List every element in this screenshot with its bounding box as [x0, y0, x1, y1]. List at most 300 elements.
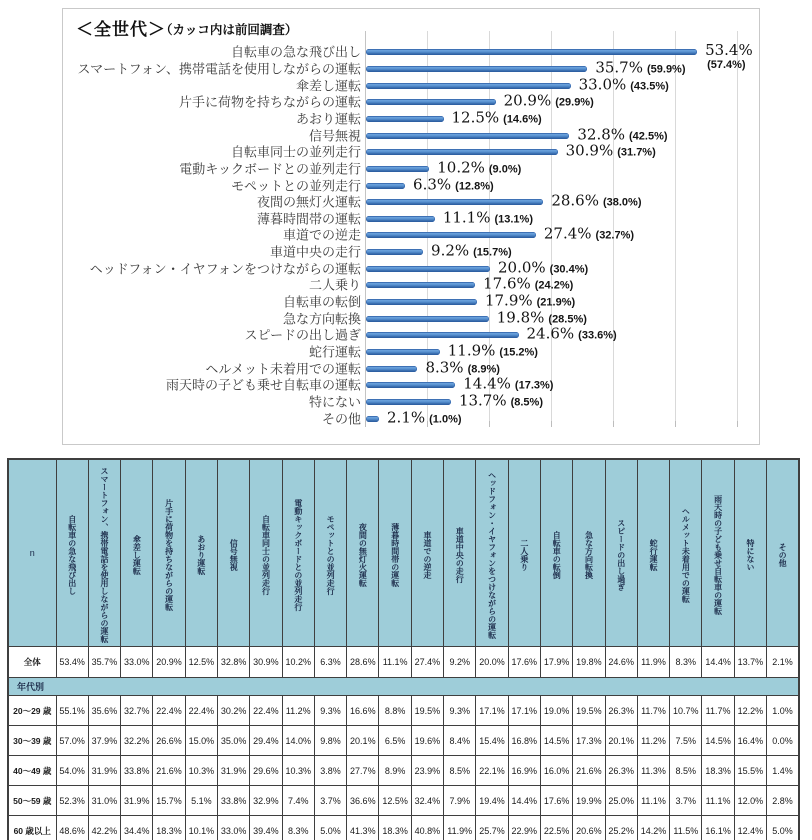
- value-label: [387, 410, 462, 427]
- bar: [366, 332, 519, 338]
- category-label: ヘッドフォン・イヤフォンをつけながらの運転: [89, 262, 361, 278]
- value-label: [503, 91, 594, 111]
- value-cell: 36.6%: [347, 786, 379, 816]
- value-cell: 32.2%: [121, 726, 153, 756]
- value-cell: 23.9%: [411, 756, 443, 786]
- category-label: 急な方向転換: [282, 312, 361, 328]
- value-cell: 41.3%: [347, 816, 379, 840]
- value-cell: 42.2%: [88, 816, 120, 840]
- value-cell: 16.6%: [347, 696, 379, 726]
- column-header: [379, 459, 411, 647]
- value-cell: 2.8%: [767, 786, 799, 816]
- value-cell: 14.2%: [637, 816, 669, 840]
- results-table: [7, 458, 800, 840]
- column-header-text: その他: [778, 543, 788, 567]
- value-cell: 1.0%: [767, 696, 799, 726]
- axis-line: [365, 31, 366, 421]
- value-cell: 22.1%: [476, 756, 508, 786]
- corner-cell: n: [8, 459, 56, 647]
- column-header-text: 自転車の急な飛び出し: [67, 515, 77, 595]
- column-header: [411, 459, 443, 647]
- column-header-text: 片手に荷物を持ちながらの運転: [164, 499, 174, 611]
- column-header-text: ヘッドフォン・イヤフォンをつけながらの運転: [487, 471, 497, 639]
- gridline: [675, 31, 676, 421]
- previous-value: (15.2%): [499, 346, 538, 359]
- current-value: 20.9%: [503, 91, 552, 110]
- value-cell: 15.5%: [734, 756, 766, 786]
- column-header-text: スピードの出し過ぎ: [616, 519, 626, 591]
- value-cell: 22.9%: [508, 816, 540, 840]
- category-label: 信号無視: [308, 129, 361, 145]
- current-value: 30.9%: [565, 141, 614, 160]
- category-label: 二人乗り: [308, 278, 361, 294]
- column-header: [540, 459, 572, 647]
- value-cell: 22.5%: [540, 816, 572, 840]
- value-cell: 15.0%: [185, 726, 217, 756]
- current-value: 9.2%: [431, 241, 470, 260]
- bar: [366, 399, 451, 405]
- previous-value: (43.5%): [630, 80, 669, 93]
- bar: [366, 66, 587, 72]
- chart-note: （カッコ内は前回調査）: [160, 23, 298, 37]
- value-cell: 9.8%: [314, 726, 346, 756]
- value-cell: 28.6%: [347, 647, 379, 678]
- category-label: 特にない: [308, 395, 361, 411]
- column-header-text: 急な方向転換: [584, 531, 594, 579]
- column-header-text: 自転車同士の並列走行: [261, 515, 271, 595]
- value-cell: 57.0%: [56, 726, 88, 756]
- value-cell: 11.3%: [637, 756, 669, 786]
- bar: [366, 116, 444, 122]
- value-cell: 26.3%: [605, 756, 637, 786]
- value-cell: 34.4%: [121, 816, 153, 840]
- column-header-text: 自転車の転倒: [552, 531, 562, 579]
- axis-tick: [675, 421, 676, 427]
- value-cell: 55.1%: [56, 696, 88, 726]
- current-value: 20.0%: [498, 258, 546, 277]
- value-label: [543, 224, 635, 244]
- value-cell: 48.6%: [56, 816, 88, 840]
- value-cell: 21.6%: [153, 756, 185, 786]
- bar: [366, 316, 489, 322]
- value-cell: 19.9%: [573, 786, 605, 816]
- column-header: [702, 459, 734, 647]
- value-cell: 20.1%: [605, 726, 637, 756]
- category-label: 雨天時の子ども乗せ自転車の運転: [165, 378, 361, 394]
- current-value: 19.8%: [496, 308, 545, 327]
- value-cell: 11.1%: [637, 786, 669, 816]
- value-cell: 19.4%: [476, 786, 508, 816]
- previous-value: (17.3%): [514, 379, 554, 392]
- value-cell: 8.5%: [670, 756, 702, 786]
- bar: [366, 133, 569, 139]
- bar: [366, 149, 558, 155]
- value-cell: 32.4%: [411, 786, 443, 816]
- column-header: [56, 459, 88, 647]
- value-cell: 17.6%: [508, 647, 540, 678]
- value-cell: 6.3%: [314, 647, 346, 678]
- value-cell: 8.5%: [444, 756, 476, 786]
- value-cell: 52.3%: [56, 786, 88, 816]
- value-label: [551, 191, 642, 211]
- category-label: 車道での逆走: [282, 229, 361, 245]
- bar: [366, 183, 405, 189]
- value-cell: 3.7%: [670, 786, 702, 816]
- category-label: 蛇行運転: [308, 345, 361, 361]
- chart-title: ＜全世代＞: [76, 20, 166, 39]
- value-cell: 16.4%: [734, 726, 766, 756]
- value-cell: 9.3%: [314, 696, 346, 726]
- value-cell: 53.4%: [56, 647, 88, 678]
- bar: [366, 216, 435, 222]
- value-cell: 22.4%: [185, 696, 217, 726]
- value-cell: 8.4%: [444, 726, 476, 756]
- axis-tick: [551, 421, 552, 427]
- column-header: [573, 459, 605, 647]
- previous-value: (57.4%): [707, 59, 746, 71]
- total-row: [8, 647, 799, 678]
- value-cell: 25.2%: [605, 816, 637, 840]
- current-value: 32.8%: [577, 125, 626, 144]
- column-header: [508, 459, 540, 647]
- current-value: 10.2%: [437, 158, 485, 177]
- value-cell: 19.6%: [411, 726, 443, 756]
- value-cell: 8.3%: [670, 647, 702, 678]
- axis-tick: [489, 421, 490, 427]
- value-cell: 12.5%: [379, 786, 411, 816]
- category-label: その他: [321, 412, 361, 428]
- category-label: 車道中央の走行: [269, 245, 361, 261]
- value-cell: 3.8%: [314, 756, 346, 786]
- value-cell: 26.6%: [153, 726, 185, 756]
- value-cell: 30.9%: [250, 647, 282, 678]
- value-cell: 33.0%: [217, 816, 249, 840]
- value-cell: 16.8%: [508, 726, 540, 756]
- value-cell: 10.3%: [282, 756, 314, 786]
- row-header: 50～59 歳: [8, 786, 56, 816]
- value-label: [565, 141, 656, 161]
- bar: [366, 166, 429, 172]
- bar: [366, 349, 440, 355]
- value-cell: 7.9%: [444, 786, 476, 816]
- value-cell: 8.9%: [379, 756, 411, 786]
- axis-tick: [365, 421, 366, 427]
- value-cell: 30.2%: [217, 696, 249, 726]
- value-cell: 0.0%: [767, 726, 799, 756]
- age-row: [8, 726, 799, 756]
- column-header-text: 夜間の無灯火運転: [358, 523, 368, 587]
- column-header: [347, 459, 379, 647]
- value-cell: 39.4%: [250, 816, 282, 840]
- current-value: 14.4%: [463, 374, 511, 393]
- current-value: 11.9%: [447, 341, 496, 360]
- current-value: 11.1%: [442, 208, 491, 227]
- bar: [366, 382, 455, 388]
- value-label: [705, 43, 771, 73]
- axis-tick: [737, 421, 738, 427]
- current-value: 6.3%: [413, 175, 452, 194]
- current-value: 33.0%: [578, 75, 627, 94]
- category-label: 自転車の転倒: [282, 295, 361, 311]
- previous-value: (24.2%): [534, 279, 574, 292]
- category-label: スマートフォン、携帯電話を使用しながらの運転: [77, 62, 361, 78]
- value-cell: 17.1%: [508, 696, 540, 726]
- previous-value: (14.6%): [503, 113, 542, 126]
- previous-value: (30.4%): [549, 263, 589, 276]
- value-cell: 33.0%: [121, 647, 153, 678]
- column-header: [314, 459, 346, 647]
- column-header-text: 車道での逆走: [423, 531, 432, 579]
- value-cell: 17.1%: [476, 696, 508, 726]
- value-cell: 10.2%: [282, 647, 314, 678]
- value-cell: 18.3%: [379, 816, 411, 840]
- current-value: 17.6%: [483, 274, 531, 293]
- value-cell: 32.8%: [217, 647, 249, 678]
- current-value: 13.7%: [458, 391, 507, 410]
- value-cell: 33.8%: [121, 756, 153, 786]
- value-cell: 35.0%: [217, 726, 249, 756]
- value-cell: 19.5%: [573, 696, 605, 726]
- column-header-text: 信号無視: [229, 539, 239, 571]
- value-cell: 11.2%: [637, 726, 669, 756]
- bar-chart-section: [62, 8, 760, 445]
- value-cell: 15.7%: [153, 786, 185, 816]
- previous-value: (9.0%): [488, 163, 522, 176]
- category-label: 電動キックボードとの並列走行: [179, 162, 361, 178]
- value-cell: 29.6%: [250, 756, 282, 786]
- category-label: 薄暮時間帯の運転: [256, 212, 361, 228]
- value-cell: 20.9%: [153, 647, 185, 678]
- category-label: スピードの出し過ぎ: [244, 328, 361, 344]
- bar: [366, 266, 490, 272]
- value-cell: 3.7%: [314, 786, 346, 816]
- value-cell: 10.1%: [185, 816, 217, 840]
- column-header-text: 車道中央の走行: [455, 527, 465, 583]
- value-cell: 32.9%: [250, 786, 282, 816]
- value-cell: 9.3%: [444, 696, 476, 726]
- value-cell: 14.4%: [508, 786, 540, 816]
- gridline: [737, 31, 738, 421]
- value-cell: 14.4%: [702, 647, 734, 678]
- value-cell: 17.9%: [540, 647, 572, 678]
- value-cell: 22.4%: [153, 696, 185, 726]
- current-value: 8.3%: [425, 358, 464, 377]
- current-value: 27.4%: [543, 224, 592, 243]
- previous-value: (1.0%): [429, 413, 462, 426]
- value-cell: 11.2%: [282, 696, 314, 726]
- value-label: [413, 177, 494, 194]
- value-cell: 8.3%: [282, 816, 314, 840]
- current-value: 53.4%: [705, 41, 753, 59]
- value-cell: 25.7%: [476, 816, 508, 840]
- value-cell: 19.5%: [411, 696, 443, 726]
- value-cell: 24.6%: [605, 647, 637, 678]
- value-cell: 31.0%: [88, 786, 120, 816]
- previous-value: (42.5%): [629, 130, 668, 143]
- bar: [366, 299, 477, 305]
- value-cell: 10.7%: [670, 696, 702, 726]
- value-cell: 9.2%: [444, 647, 476, 678]
- value-cell: 21.6%: [573, 756, 605, 786]
- header-row: [8, 459, 799, 647]
- value-cell: 25.0%: [605, 786, 637, 816]
- current-value: 17.9%: [484, 291, 533, 310]
- category-label: 自転車の急な飛び出し: [230, 45, 361, 61]
- current-value: 35.7%: [595, 58, 643, 77]
- previous-value: (33.6%): [578, 329, 617, 342]
- column-header: [185, 459, 217, 647]
- column-header: [637, 459, 669, 647]
- value-cell: 2.1%: [767, 647, 799, 678]
- age-row: [8, 696, 799, 726]
- row-header: 30～39 歳: [8, 726, 56, 756]
- value-cell: 26.3%: [605, 696, 637, 726]
- value-cell: 22.4%: [250, 696, 282, 726]
- value-cell: 5.0%: [314, 816, 346, 840]
- value-cell: 14.5%: [702, 726, 734, 756]
- value-cell: 8.8%: [379, 696, 411, 726]
- previous-value: (21.9%): [536, 296, 576, 309]
- value-cell: 31.9%: [217, 756, 249, 786]
- value-cell: 7.4%: [282, 786, 314, 816]
- value-cell: 11.9%: [637, 647, 669, 678]
- previous-value: (8.5%): [510, 396, 543, 409]
- value-cell: 12.2%: [734, 696, 766, 726]
- value-cell: 37.9%: [88, 726, 120, 756]
- axis-tick: [613, 421, 614, 427]
- bar: [366, 83, 571, 89]
- value-cell: 7.5%: [670, 726, 702, 756]
- bar: [366, 282, 475, 288]
- column-header: [767, 459, 799, 647]
- column-header-text: 雨天時の子ども乗せ自転車の運転: [713, 495, 723, 615]
- previous-value: (59.9%): [646, 63, 686, 76]
- value-cell: 16.9%: [508, 756, 540, 786]
- value-cell: 11.9%: [444, 816, 476, 840]
- previous-value: (15.7%): [473, 246, 512, 259]
- age-row: [8, 786, 799, 816]
- previous-value: (8.9%): [467, 363, 500, 376]
- column-header: [605, 459, 637, 647]
- category-label: 夜間の無灯火運転: [256, 195, 361, 211]
- column-header: [121, 459, 153, 647]
- previous-value: (29.9%): [555, 96, 594, 109]
- value-cell: 15.4%: [476, 726, 508, 756]
- bar: [366, 99, 496, 105]
- section-row: [8, 678, 799, 696]
- column-header: [153, 459, 185, 647]
- value-label: [443, 210, 533, 227]
- value-cell: 1.4%: [767, 756, 799, 786]
- value-cell: 11.1%: [702, 786, 734, 816]
- category-label: 傘差し運転: [295, 79, 361, 95]
- bar: [366, 249, 423, 255]
- value-cell: 29.4%: [250, 726, 282, 756]
- value-cell: 31.9%: [88, 756, 120, 786]
- column-header-text: 二人乗り: [519, 539, 529, 571]
- column-header-text: 電動キックボードとの並列走行: [293, 499, 303, 611]
- value-cell: 14.5%: [540, 726, 572, 756]
- value-cell: 17.6%: [540, 786, 572, 816]
- column-header: [217, 459, 249, 647]
- value-cell: 6.5%: [379, 726, 411, 756]
- value-cell: 11.7%: [702, 696, 734, 726]
- value-label: [526, 324, 617, 344]
- value-cell: 20.1%: [347, 726, 379, 756]
- previous-value: (31.7%): [617, 146, 656, 159]
- value-cell: 5.1%: [185, 786, 217, 816]
- column-header-text: モペットとの並列走行: [326, 515, 336, 595]
- column-header: [734, 459, 766, 647]
- bar: [366, 199, 543, 205]
- column-header-text: スマートフォン、携帯電話を使用しながらの運転: [100, 467, 110, 643]
- age-row: [8, 756, 799, 786]
- value-cell: 10.3%: [185, 756, 217, 786]
- previous-value: (28.5%): [548, 313, 587, 326]
- column-header: [282, 459, 314, 647]
- value-cell: 35.7%: [88, 647, 120, 678]
- value-cell: 11.1%: [379, 647, 411, 678]
- column-header: [88, 459, 120, 647]
- current-value: 28.6%: [551, 191, 599, 210]
- value-cell: 18.3%: [702, 756, 734, 786]
- column-header-text: 傘差し運転: [132, 535, 142, 575]
- bar: [366, 416, 379, 422]
- category-label: ヘルメット未着用での運転: [205, 362, 361, 378]
- row-header: 全体: [8, 647, 56, 678]
- value-cell: 12.4%: [734, 816, 766, 840]
- previous-value: (12.8%): [455, 180, 494, 193]
- previous-value: (13.1%): [494, 213, 533, 226]
- value-cell: 12.0%: [734, 786, 766, 816]
- row-header: 40～49 歳: [8, 756, 56, 786]
- value-cell: 18.3%: [153, 816, 185, 840]
- value-cell: 11.5%: [670, 816, 702, 840]
- column-header-text: 蛇行運転: [649, 539, 659, 571]
- value-cell: 16.1%: [702, 816, 734, 840]
- category-label: 片手に荷物を持ちながらの運転: [178, 95, 361, 111]
- row-header: 20～29 歳: [8, 696, 56, 726]
- value-cell: 20.6%: [573, 816, 605, 840]
- previous-value: (38.0%): [602, 196, 642, 209]
- value-cell: 33.8%: [217, 786, 249, 816]
- previous-value: (32.7%): [595, 229, 635, 242]
- value-cell: 31.9%: [121, 786, 153, 816]
- current-value: 2.1%: [387, 408, 426, 427]
- bar: [366, 232, 536, 238]
- value-cell: 54.0%: [56, 756, 88, 786]
- value-cell: 11.7%: [637, 696, 669, 726]
- row-header: 60 歳以上: [8, 816, 56, 840]
- column-header: [250, 459, 282, 647]
- current-value: 12.5%: [451, 108, 500, 127]
- value-cell: 13.7%: [734, 647, 766, 678]
- value-cell: 40.8%: [411, 816, 443, 840]
- bar: [366, 49, 697, 55]
- value-cell: 27.7%: [347, 756, 379, 786]
- column-header: [476, 459, 508, 647]
- value-label: [459, 393, 543, 410]
- value-cell: 32.7%: [121, 696, 153, 726]
- section-label: 年代別: [8, 678, 799, 696]
- age-row: [8, 816, 799, 840]
- value-label: [452, 110, 542, 127]
- column-header-text: 薄暮時間帯の運転: [390, 523, 400, 587]
- category-label: モペットとの並列走行: [231, 179, 361, 195]
- bar: [366, 366, 417, 372]
- value-label: [579, 77, 669, 94]
- value-cell: 19.0%: [540, 696, 572, 726]
